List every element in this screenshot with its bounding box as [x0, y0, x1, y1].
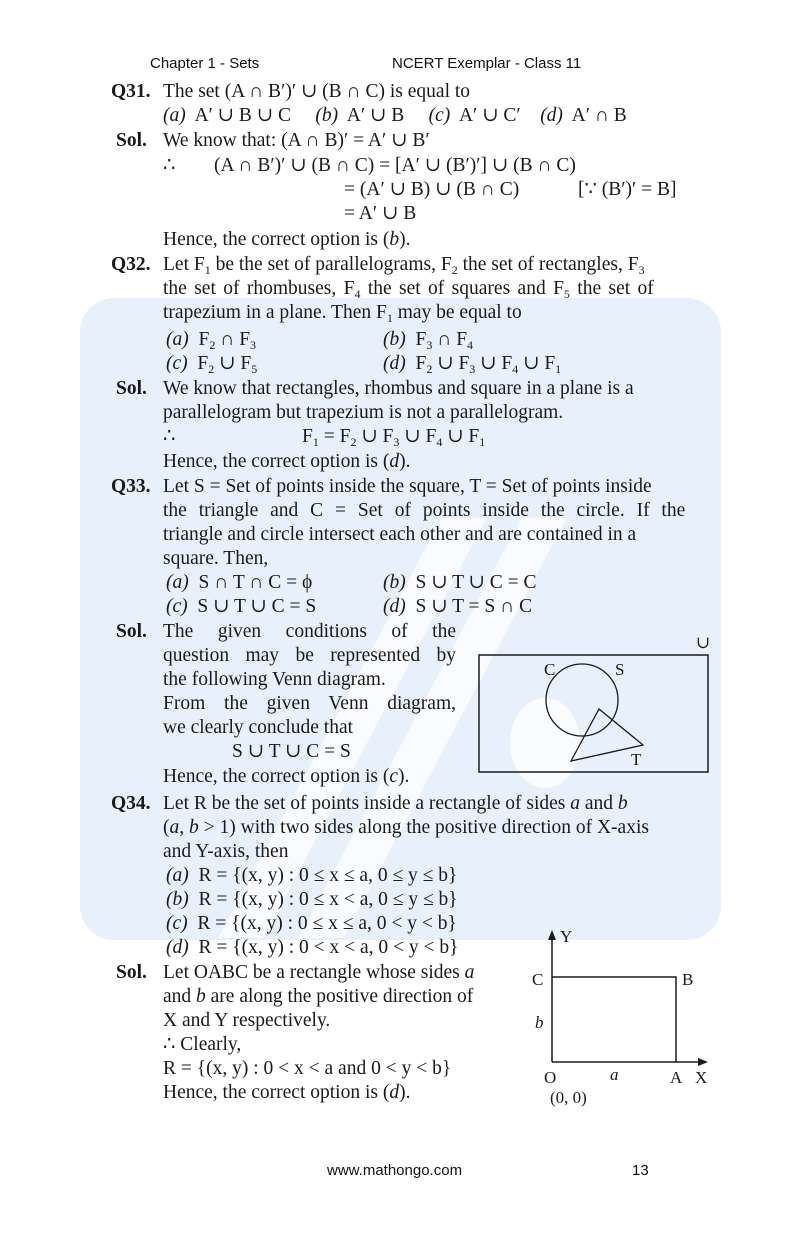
q32-option-d: (d) $F_2$ ∪ $F_3$ ∪ $F_4$ ∪ $F_1$	[383, 353, 562, 376]
option-key: (a)	[163, 105, 186, 126]
q33-sol-line: The given conditions of the	[163, 621, 456, 642]
header-book: NCERT Exemplar - Class 11	[392, 55, 582, 72]
square-label: S	[615, 660, 625, 679]
q33-sol-equation: S ∪ T ∪ C = S	[232, 741, 351, 762]
x-axis-arrow-icon	[698, 1058, 708, 1066]
q32-option-a: (a) $F_2$ ∩ $F_3$	[166, 329, 257, 352]
q33-option-a: (a) S ∩ T ∩ C = ϕ	[166, 572, 313, 593]
q34-label: Q34.	[111, 793, 151, 814]
q33-question-line: triangle and circle intersect each other and are contained in a	[163, 524, 637, 545]
q31-answer: Hence, the correct option is (b).	[163, 229, 411, 250]
option-d: A′ ∩ B	[571, 105, 627, 126]
q31-label: Q31.	[111, 81, 151, 102]
q34-sol-line: X and Y respectively.	[163, 1010, 331, 1031]
q32-sol-equation: $F_1 = F_2$ ∪ $F_3$ ∪ $F_4$ ∪ $F_1$	[302, 426, 486, 449]
q33-question-line: the triangle and C = Set of points inside the circle. If the	[163, 500, 686, 521]
option-b: A′ ∪ B	[346, 105, 405, 126]
q33-option-b: (b) S ∪ T ∪ C = C	[383, 572, 537, 593]
option-text: S ∪ T ∪ C = S	[197, 596, 317, 617]
point-c-label: C	[532, 970, 544, 989]
q34-sol-line: Let OABC be a rectangle whose sides a	[163, 962, 475, 983]
q34-option-a: (a) R = {(x, y) : 0 ≤ x ≤ a, 0 ≤ y ≤ b}	[166, 865, 458, 886]
q34-sol-label: Sol.	[116, 962, 147, 983]
q34-sol-line: R = {(x, y) : 0 < x < a and 0 < y < b}	[163, 1058, 452, 1079]
q31-sol-label: Sol.	[116, 130, 147, 151]
q34-question-line: (a, b > 1) with two sides along the positive direction of X-axis	[163, 817, 649, 838]
therefore-symbol: ∴	[163, 426, 176, 447]
y-axis-label: Y	[560, 927, 573, 946]
q34-sol-line: ∴ Clearly,	[163, 1034, 242, 1055]
point-a-label: A	[670, 1068, 683, 1087]
q33-question-line: Let S = Set of points inside the square, T = Set of points inside	[163, 476, 652, 497]
q33-answer: Hence, the correct option is (c).	[163, 766, 410, 787]
point-b-label: B	[682, 970, 694, 989]
venn-diagram	[470, 630, 720, 780]
q32-option-c: (c) $F_2$ ∪ $F_5$	[166, 353, 258, 376]
origin-label: (0, 0)	[550, 1088, 587, 1107]
q34-question-line: and Y-axis, then	[163, 841, 289, 862]
rectangle-oabc	[552, 977, 676, 1062]
q34-answer: Hence, the correct option is (d).	[163, 1082, 411, 1103]
q32-sol-label: Sol.	[116, 378, 147, 399]
q33-sol-line: the following Venn diagram.	[163, 669, 386, 690]
q31-options: (a) A′ ∪ B ∪ C (b) A′ ∪ B (c) A′ ∪ C′ (d) A′ ∩ B	[163, 105, 627, 126]
rectangle-figure	[520, 920, 720, 1110]
q31-sol-line: = (A′ ∪ B) ∪ (B ∩ C)	[344, 179, 520, 200]
q33-option-d: (d) S ∪ T = S ∩ C	[383, 596, 533, 617]
q34-question-line: Let R be the set of points inside a rectangle of sides a and b	[163, 793, 628, 814]
q33-sol-line: From the given Venn diagram,	[163, 693, 456, 714]
q31-sol-note: [∵ (B′)′ = B]	[578, 179, 677, 200]
side-b-label: b	[535, 1013, 544, 1032]
q34-option-b: (b) R = {(x, y) : 0 ≤ x < a, 0 ≤ y ≤ b}	[166, 889, 458, 910]
q33-option-c: (c) S ∪ T ∪ C = S	[166, 596, 317, 617]
q32-answer: Hence, the correct option is (d).	[163, 451, 411, 472]
universal-label: ∪	[696, 633, 711, 652]
point-o-label: O	[544, 1068, 557, 1087]
option-text: R = {(x, y) : 0 ≤ x ≤ a, 0 < y < b}	[197, 913, 457, 934]
q34-option-d: (d) R = {(x, y) : 0 < x < a, 0 < y < b}	[166, 937, 459, 958]
option-text: S ∩ T ∩ C = ϕ	[198, 572, 313, 593]
q31-sol-line: (A ∩ B′)′ ∪ (B ∩ C) = [A′ ∪ (B′)′] ∪ (B ∩ C)	[214, 155, 576, 176]
y-axis-arrow-icon	[548, 930, 556, 940]
footer-site: www.mathongo.com	[327, 1162, 463, 1179]
option-c: A′ ∪ C′	[458, 105, 521, 126]
q32-option-b: (b) $F_3$ ∩ $F_4$	[383, 329, 474, 352]
option-text: R = {(x, y) : 0 < x < a, 0 < y < b}	[198, 937, 459, 958]
option-text: S ∪ T = S ∩ C	[415, 596, 533, 617]
q31-question: The set (A ∩ B′)′ ∪ (B ∩ C) is equal to	[163, 81, 471, 102]
page-number: 13	[632, 1162, 649, 1179]
q33-label: Q33.	[111, 476, 151, 497]
q32-label: Q32.	[111, 254, 151, 275]
q34-sol-line: and b are along the positive direction of	[163, 986, 474, 1007]
therefore-symbol: ∴	[163, 155, 176, 176]
option-a: A′ ∪ B ∪ C	[194, 105, 291, 126]
q31-sol-line: We know that: (A ∩ B)′ = A′ ∪ B′	[163, 130, 430, 151]
option-text: S ∪ T ∪ C = C	[415, 572, 537, 593]
q32-sol-line: We know that rectangles, rhombus and square in a plane is a	[163, 378, 634, 399]
option-text: R = {(x, y) : 0 ≤ x < a, 0 ≤ y ≤ b}	[198, 889, 458, 910]
q34-option-c: (c) R = {(x, y) : 0 ≤ x ≤ a, 0 < y < b}	[166, 913, 457, 934]
q33-sol-label: Sol.	[116, 621, 147, 642]
q32-sol-line: parallelogram but trapezium is not a parallelogram.	[163, 402, 564, 423]
triangle-label: T	[631, 750, 642, 769]
side-a-label: a	[610, 1065, 619, 1084]
q31-sol-line: = A′ ∪ B	[344, 203, 417, 224]
q32-question-line: Let $F_1$ be the set of parallelograms, $F_2$ the set of rectangles, $F_3$	[163, 254, 645, 277]
q33-sol-line: question may be represented by	[163, 645, 456, 666]
q32-question-line: trapezium in a plane. Then $F_1$ may be equal to	[163, 302, 522, 325]
circle-label: C	[544, 660, 556, 679]
x-axis-label: X	[695, 1068, 708, 1087]
circle-c	[546, 664, 618, 736]
q33-sol-line: we clearly conclude that	[163, 717, 354, 738]
q32-question-line: the set of rhombuses, $F_4$ the set of squares and $F_5$ the set of	[163, 278, 654, 301]
q33-question-line: square. Then,	[163, 548, 269, 569]
option-text: R = {(x, y) : 0 ≤ x ≤ a, 0 ≤ y ≤ b}	[198, 865, 458, 886]
header-chapter: Chapter 1 - Sets	[150, 55, 260, 72]
universal-set-box	[479, 655, 708, 772]
